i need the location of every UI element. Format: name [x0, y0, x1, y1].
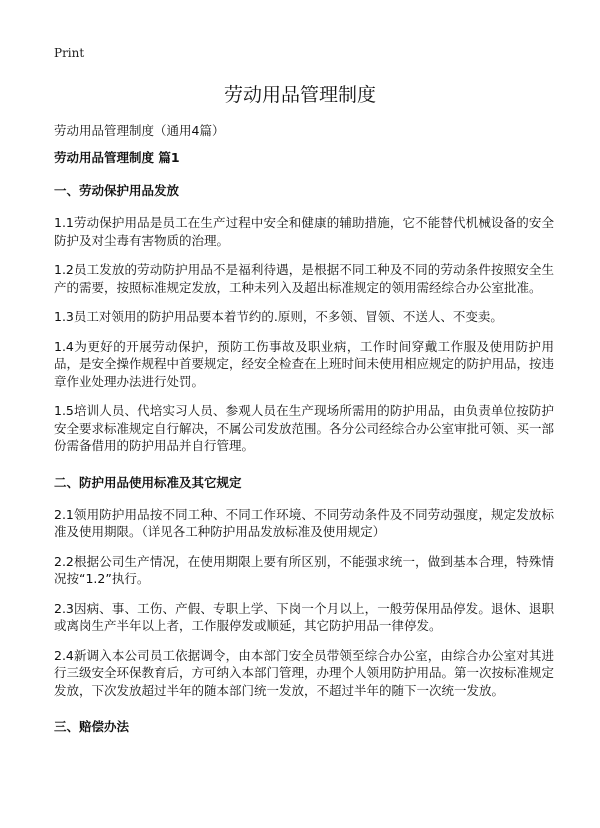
- section-1: [54, 181, 554, 455]
- document-body: [54, 148, 554, 750]
- paragraph-1-5: 1.5培训人员、代培实习人员、参观人员在生产现场所需用的防护用品，由负责单位按防护安全要求标准规定自行解决，不属公司发放范围。各分公司经综合办公室审批可领、买一部份需备借用的防护用品并自行管理。: [54, 403, 555, 453]
- document-subtitle: 劳动用品管理制度（通用4篇）: [54, 123, 225, 138]
- section-heading: 二、防护用品使用标准及其它规定: [54, 474, 242, 490]
- paragraph-2-1: 2.1领用防护用品按不同工种、不同工作环境、不同劳动条件及不同劳动强度，规定发放标准及使用期限。（详见各工种防护用品发放标准及使用规定）: [54, 506, 554, 539]
- paragraph-1-3: 1.3员工对领用的防护用品要本着节约的.原则，不多领、冒领、不送人、不变卖。: [54, 309, 503, 324]
- section-heading: 三、赔偿办法: [54, 719, 130, 734]
- paragraph-1-4: 1.4为更好的开展劳动保护，预防工伤事故及职业病，工作时间穿戴工作服及使用防护用品，是安全操作规程中首要规定，经安全检查在上班时间未使用相应规定的防护用品，按违章作业处理办法进行处罚。: [54, 338, 555, 389]
- section-3: [54, 717, 554, 735]
- print-label: Print: [54, 46, 85, 60]
- section-2: [54, 473, 554, 700]
- part-heading: 劳动用品管理制度 篇1: [54, 150, 180, 165]
- document-title: 劳动用品管理制度: [223, 84, 376, 106]
- paragraph-2-2: 2.2根据公司生产情况，在使用期限上要有所区别，不能强求统一，做到基本合理，特殊情况按“1.2”执行。: [54, 553, 554, 586]
- paragraph-1-1: 1.1劳动保护用品是员工在生产过程中安全和健康的辅助措施，它不能替代机械设备的安全防护及对尘毒有害物质的治理。: [54, 215, 554, 248]
- section-heading: 一、劳动保护用品发放: [54, 183, 180, 198]
- paragraph-1-2: 1.2员工发放的劳动防护用品不是福利待遇，是根据不同工种及不同的劳动条件按照安全生产的需要，按照标准规定发放，工种未列入及超出标准规定的领用需经综合办公室批准。: [54, 262, 554, 295]
- paragraph-2-3: 2.3因病、事、工伤、产假、专职上学、下岗一个月以上，一般劳保用品停发。退休、退职或离岗生产半年以上者，工作服停发或顺延，其它防护用品一律停发。: [54, 600, 554, 633]
- paragraph-2-4: 2.4新调入本公司员工依据调令，由本部门安全员带领至综合办公室，由综合办公室对其进行三级安全环保教育后，方可纳入本部门管理，办理个人领用防护用品。第一次按标准规定发放，下次发放超过半年的随本部门统一发放，不超过半年的随下一次统一发放。: [54, 647, 555, 698]
